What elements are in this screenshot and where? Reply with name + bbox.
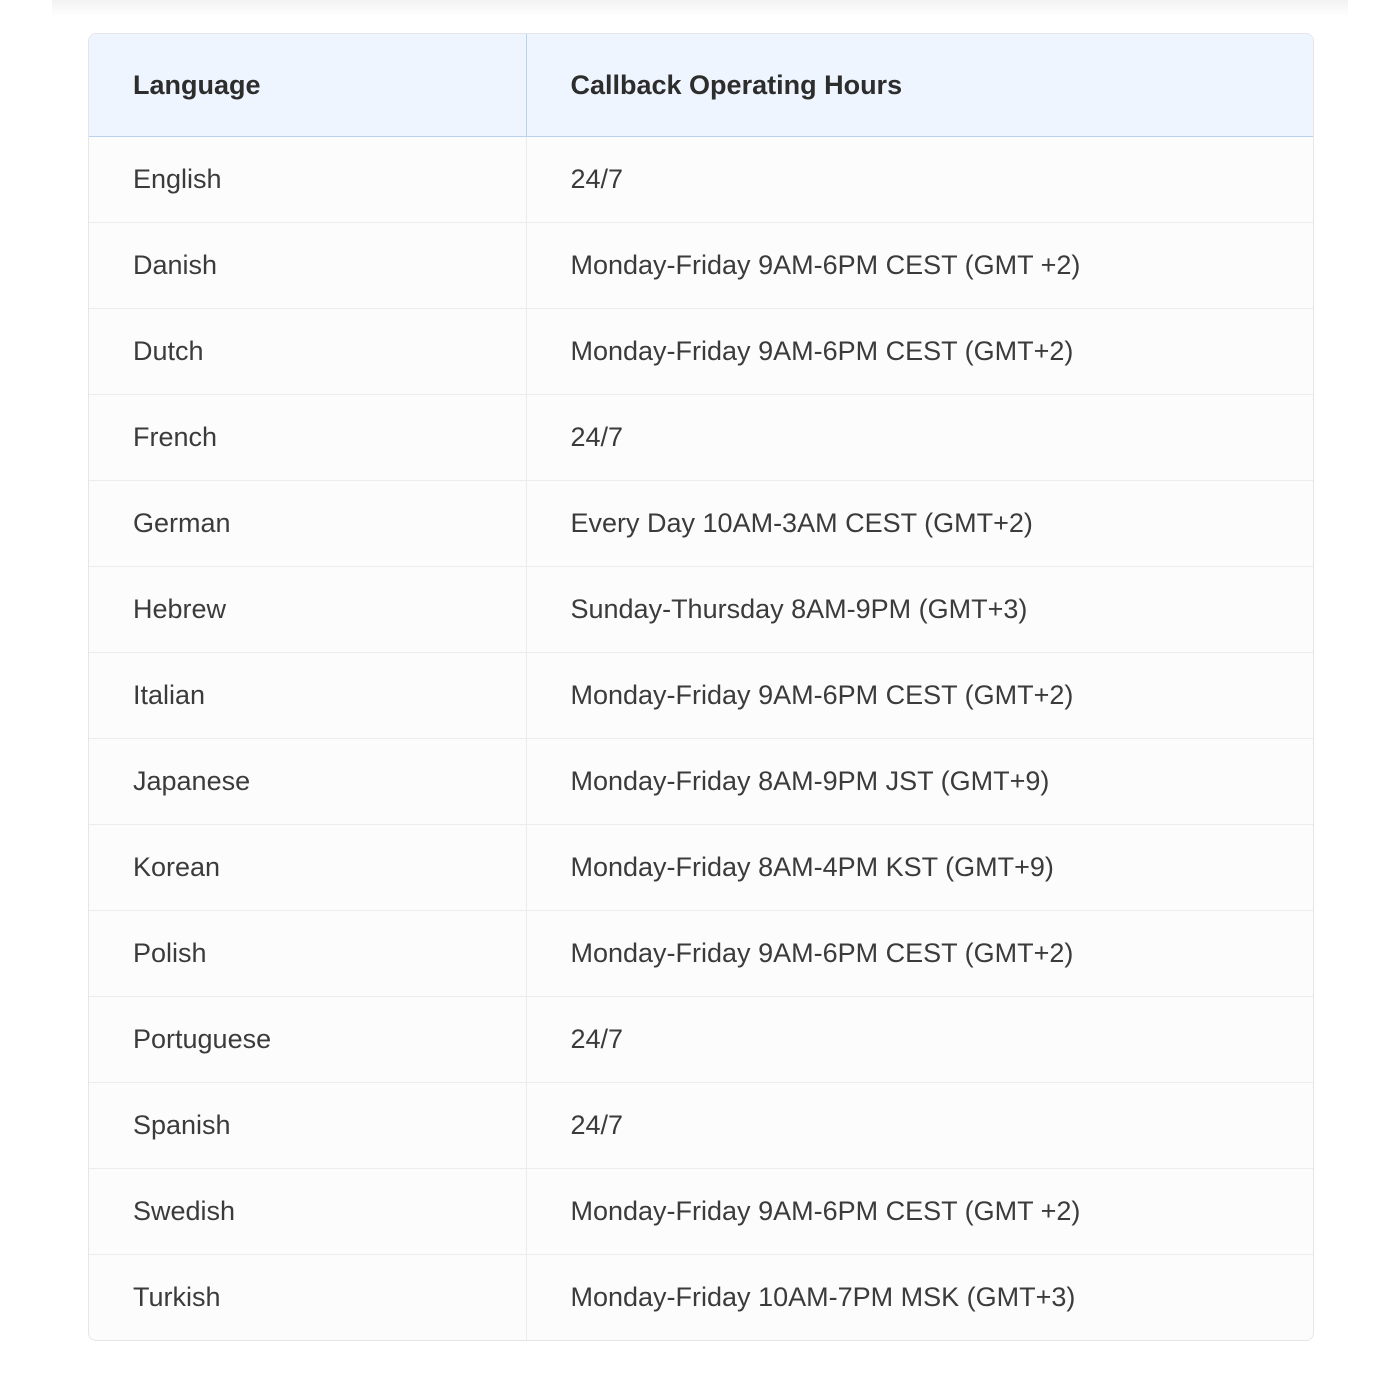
hours-cell: 24/7 <box>526 997 1313 1083</box>
table-row <box>89 825 1313 911</box>
language-cell: German <box>89 481 526 567</box>
language-cell: Swedish <box>89 1169 526 1255</box>
language-cell: Japanese <box>89 739 526 825</box>
hours-cell: Monday-Friday 10AM-7PM MSK (GMT+3) <box>570 1282 1076 1312</box>
hours-cell: Monday-Friday 9AM-6PM CEST (GMT+2) <box>526 309 1313 395</box>
table-body <box>89 137 1313 1341</box>
language-cell: Polish <box>89 911 526 997</box>
hours-cell: Monday-Friday 8AM-9PM JST (GMT+9) <box>526 739 1313 825</box>
table-row <box>89 1255 1313 1341</box>
hours-cell: Monday-Friday 9AM-6PM CEST (GMT+2) <box>526 911 1313 997</box>
table-row <box>89 653 1313 739</box>
hours-cell: 24/7 <box>526 137 1313 223</box>
hours-cell: 24/7 <box>526 1083 1313 1169</box>
top-divider-strip <box>52 0 1348 16</box>
table-row <box>89 911 1313 997</box>
table-row <box>89 481 1313 567</box>
table-row <box>89 309 1313 395</box>
callback-hours-table-container <box>88 33 1314 1341</box>
language-cell: Danish <box>89 223 526 309</box>
column-header-language: Language <box>89 34 526 137</box>
hours-cell: Monday-Friday 9AM-6PM CEST (GMT+2) <box>526 653 1313 739</box>
table-header-row <box>89 34 1313 137</box>
language-cell: English <box>89 137 526 223</box>
language-cell: Hebrew <box>89 567 526 653</box>
table-row <box>89 1083 1313 1169</box>
language-cell: Turkish <box>89 1255 526 1341</box>
table-row <box>89 395 1313 481</box>
hours-cell: Monday-Friday 8AM-4PM KST (GMT+9) <box>526 825 1313 911</box>
table-row <box>89 223 1313 309</box>
hours-cell: Sunday-Thursday 8AM-9PM (GMT+3) <box>526 567 1313 653</box>
table-row <box>89 997 1313 1083</box>
table-row <box>89 739 1313 825</box>
table-row <box>89 1169 1313 1255</box>
hours-cell: 24/7 <box>526 395 1313 481</box>
hours-cell: Monday-Friday 9AM-6PM CEST (GMT +2) <box>526 1169 1313 1255</box>
table-row <box>89 137 1313 223</box>
language-cell: Dutch <box>89 309 526 395</box>
table-header <box>89 34 1313 137</box>
language-cell: French <box>89 395 526 481</box>
hours-cell: Every Day 10AM-3AM CEST (GMT+2) <box>526 481 1313 567</box>
language-cell: Portuguese <box>89 997 526 1083</box>
language-cell: Spanish <box>89 1083 526 1169</box>
hours-cell: Monday-Friday 9AM-6PM CEST (GMT +2) <box>526 223 1313 309</box>
language-cell: Italian <box>89 653 526 739</box>
callback-hours-table <box>89 34 1313 1340</box>
table-row <box>89 567 1313 653</box>
column-header-hours: Callback Operating Hours <box>526 34 1313 137</box>
language-cell: Korean <box>89 825 526 911</box>
